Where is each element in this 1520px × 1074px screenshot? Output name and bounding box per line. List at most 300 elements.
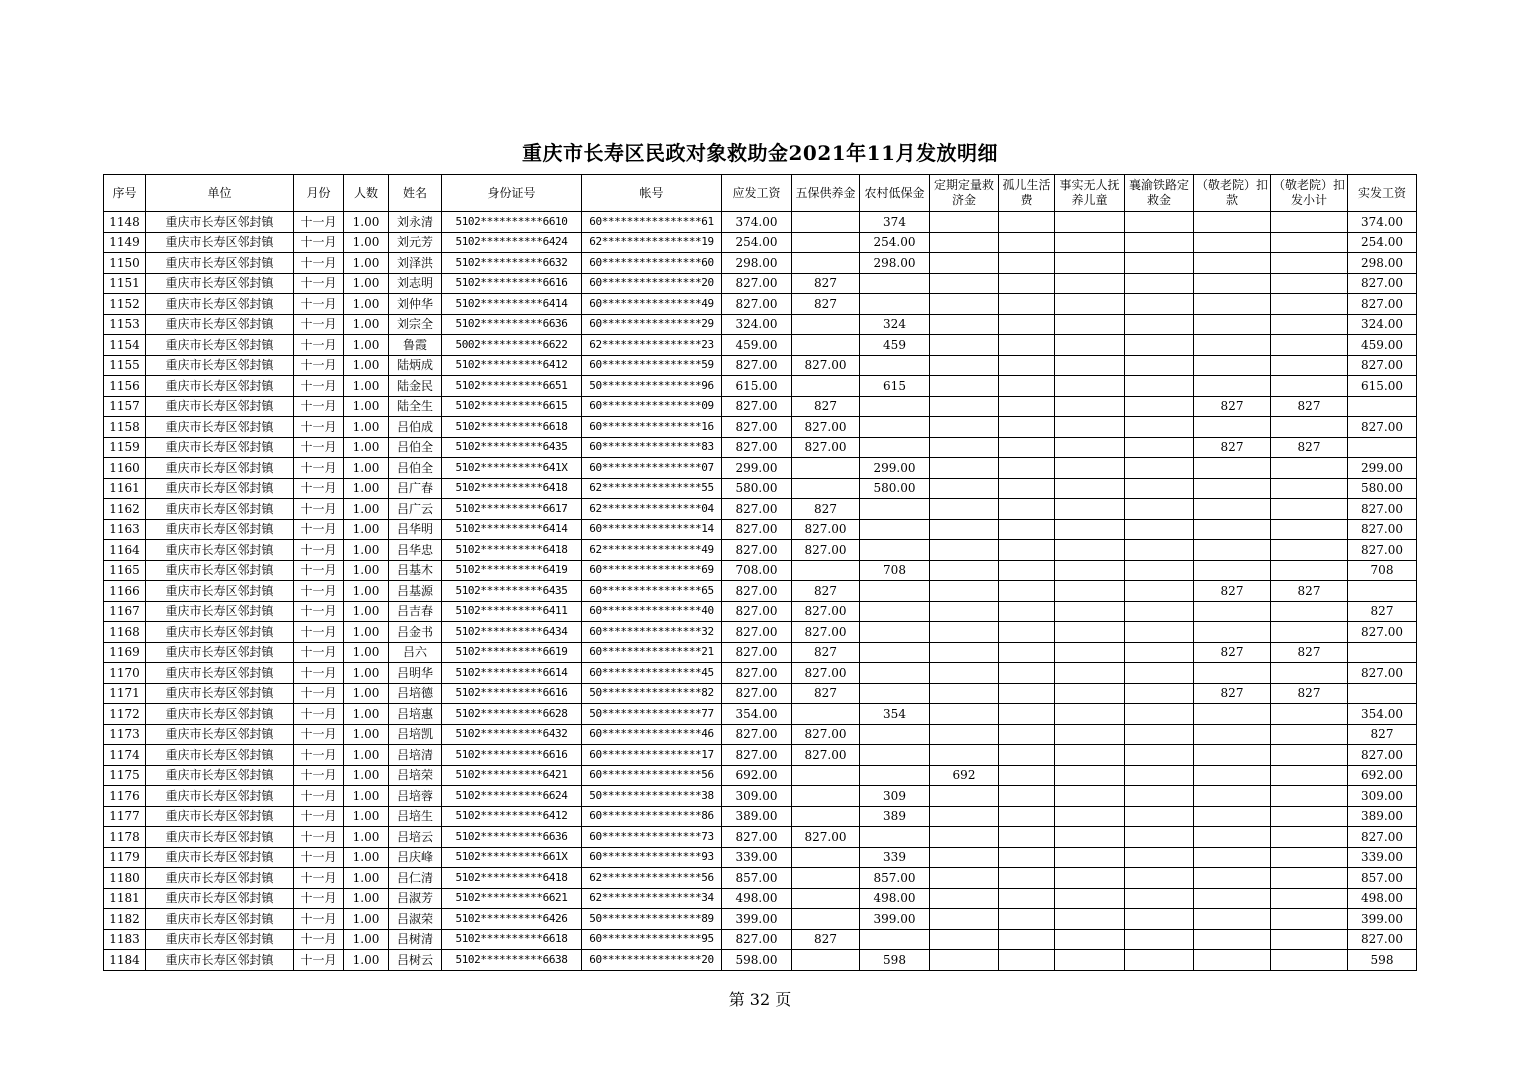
cell-name: 吕明华: [389, 663, 442, 684]
table-row: [104, 335, 1417, 356]
cell-dibao: 309: [860, 786, 930, 807]
cell-shishi: [1055, 704, 1125, 725]
cell-unit: 重庆市长寿区邻封镇: [146, 396, 294, 417]
cell-account: 60****************60: [582, 253, 722, 274]
cell-dingqi: [930, 417, 999, 438]
cell-shishi: [1055, 663, 1125, 684]
cell-actual: [1348, 581, 1417, 602]
cell-month: 十一月: [294, 519, 344, 540]
cell-dibao: [860, 929, 930, 950]
cell-dingqi: [930, 909, 999, 930]
cell-dingqi: [930, 273, 999, 294]
cell-actual: 827: [1348, 724, 1417, 745]
cell-seq: 1157: [104, 396, 146, 417]
page-number: 第 32 页: [728, 990, 792, 1009]
cell-month: 十一月: [294, 745, 344, 766]
cell-xiangyu: [1125, 314, 1194, 335]
cell-name: 吕树云: [389, 950, 442, 971]
cell-guer: [999, 458, 1055, 479]
cell-dibao: 299.00: [860, 458, 930, 479]
cell-jlyfx: [1271, 724, 1348, 745]
cell-dingqi: [930, 294, 999, 315]
cell-id: 5102**********6432: [442, 724, 582, 745]
cell-shishi: [1055, 622, 1125, 643]
cell-month: 十一月: [294, 622, 344, 643]
cell-wubao: [792, 765, 860, 786]
cell-name: 吕培德: [389, 683, 442, 704]
cell-actual: 354.00: [1348, 704, 1417, 725]
cell-month: 十一月: [294, 806, 344, 827]
cell-name: 吕培清: [389, 745, 442, 766]
cell-name: 刘志明: [389, 273, 442, 294]
cell-wubao: [792, 478, 860, 499]
table-row: [104, 683, 1417, 704]
cell-wubao: [792, 212, 860, 233]
cell-month: 十一月: [294, 909, 344, 930]
table-row: [104, 232, 1417, 253]
cell-xiangyu: [1125, 909, 1194, 930]
cell-seq: 1150: [104, 253, 146, 274]
cell-count: 1.00: [344, 929, 389, 950]
column-header-dibao: 农村低保金: [860, 175, 930, 212]
column-header-count: 人数: [344, 175, 389, 212]
cell-month: 十一月: [294, 765, 344, 786]
cell-dibao: [860, 601, 930, 622]
cell-dingqi: [930, 929, 999, 950]
cell-jlykk: [1194, 560, 1271, 581]
cell-xiangyu: [1125, 704, 1194, 725]
cell-shishi: [1055, 437, 1125, 458]
cell-account: 62****************55: [582, 478, 722, 499]
cell-dingqi: [930, 642, 999, 663]
cell-name: 吕伯成: [389, 417, 442, 438]
cell-account: 60****************40: [582, 601, 722, 622]
cell-jlyfx: [1271, 253, 1348, 274]
cell-account: 60****************95: [582, 929, 722, 950]
cell-id: 5102**********6424: [442, 232, 582, 253]
cell-unit: 重庆市长寿区邻封镇: [146, 581, 294, 602]
table-row: [104, 396, 1417, 417]
table-row: [104, 827, 1417, 848]
cell-guer: [999, 335, 1055, 356]
cell-actual: 827.00: [1348, 827, 1417, 848]
cell-xiangyu: [1125, 396, 1194, 417]
cell-xiangyu: [1125, 581, 1194, 602]
cell-id: 5102**********6418: [442, 868, 582, 889]
cell-unit: 重庆市长寿区邻封镇: [146, 622, 294, 643]
cell-account: 60****************65: [582, 581, 722, 602]
cell-xiangyu: [1125, 663, 1194, 684]
cell-jlykk: 827: [1194, 642, 1271, 663]
cell-name: 吕华忠: [389, 540, 442, 561]
cell-count: 1.00: [344, 868, 389, 889]
cell-dibao: [860, 581, 930, 602]
cell-jlyfx: [1271, 950, 1348, 971]
cell-wubao: 827.00: [792, 601, 860, 622]
table-row: [104, 765, 1417, 786]
cell-jlykk: [1194, 909, 1271, 930]
cell-jlyfx: [1271, 704, 1348, 725]
cell-unit: 重庆市长寿区邻封镇: [146, 232, 294, 253]
cell-count: 1.00: [344, 601, 389, 622]
cell-wubao: 827: [792, 929, 860, 950]
cell-due: 598.00: [722, 950, 792, 971]
cell-xiangyu: [1125, 232, 1194, 253]
cell-wubao: 827.00: [792, 355, 860, 376]
cell-jlyfx: [1271, 294, 1348, 315]
cell-dingqi: [930, 540, 999, 561]
cell-jlykk: [1194, 273, 1271, 294]
cell-guer: [999, 909, 1055, 930]
cell-seq: 1178: [104, 827, 146, 848]
cell-xiangyu: [1125, 950, 1194, 971]
cell-id: 5102**********661X: [442, 847, 582, 868]
table-row: [104, 499, 1417, 520]
cell-jlykk: [1194, 499, 1271, 520]
cell-count: 1.00: [344, 683, 389, 704]
cell-actual: 299.00: [1348, 458, 1417, 479]
cell-wubao: [792, 847, 860, 868]
table-row: [104, 642, 1417, 663]
cell-account: 60****************69: [582, 560, 722, 581]
cell-guer: [999, 314, 1055, 335]
cell-name: 陆炳成: [389, 355, 442, 376]
cell-shishi: [1055, 376, 1125, 397]
cell-seq: 1172: [104, 704, 146, 725]
cell-count: 1.00: [344, 335, 389, 356]
cell-id: 5102**********6638: [442, 950, 582, 971]
cell-shishi: [1055, 314, 1125, 335]
cell-guer: [999, 765, 1055, 786]
cell-seq: 1168: [104, 622, 146, 643]
cell-dibao: 708: [860, 560, 930, 581]
cell-dibao: [860, 355, 930, 376]
cell-unit: 重庆市长寿区邻封镇: [146, 765, 294, 786]
cell-id: 5102**********6414: [442, 519, 582, 540]
cell-jlyfx: [1271, 273, 1348, 294]
cell-account: 60****************46: [582, 724, 722, 745]
table-row: [104, 314, 1417, 335]
cell-unit: 重庆市长寿区邻封镇: [146, 724, 294, 745]
cell-id: 5102**********6435: [442, 437, 582, 458]
cell-dingqi: [930, 950, 999, 971]
cell-jlykk: [1194, 888, 1271, 909]
cell-dingqi: [930, 745, 999, 766]
cell-actual: 827.00: [1348, 499, 1417, 520]
cell-dingqi: [930, 499, 999, 520]
cell-count: 1.00: [344, 581, 389, 602]
cell-id: 5102**********6411: [442, 601, 582, 622]
cell-wubao: 827: [792, 683, 860, 704]
cell-xiangyu: [1125, 827, 1194, 848]
cell-wubao: [792, 253, 860, 274]
cell-name: 陆金民: [389, 376, 442, 397]
cell-jlyfx: [1271, 786, 1348, 807]
cell-guer: [999, 642, 1055, 663]
cell-dibao: 339: [860, 847, 930, 868]
cell-account: 60****************20: [582, 273, 722, 294]
cell-due: 827.00: [722, 499, 792, 520]
cell-month: 十一月: [294, 273, 344, 294]
cell-count: 1.00: [344, 417, 389, 438]
cell-dingqi: [930, 888, 999, 909]
cell-wubao: [792, 314, 860, 335]
cell-count: 1.00: [344, 663, 389, 684]
cell-account: 50****************77: [582, 704, 722, 725]
cell-xiangyu: [1125, 888, 1194, 909]
cell-count: 1.00: [344, 437, 389, 458]
cell-jlyfx: [1271, 417, 1348, 438]
cell-shishi: [1055, 929, 1125, 950]
table-row: [104, 273, 1417, 294]
cell-dibao: [860, 499, 930, 520]
cell-unit: 重庆市长寿区邻封镇: [146, 950, 294, 971]
cell-jlyfx: [1271, 335, 1348, 356]
cell-jlykk: 827: [1194, 581, 1271, 602]
cell-seq: 1166: [104, 581, 146, 602]
cell-xiangyu: [1125, 437, 1194, 458]
table-row: [104, 724, 1417, 745]
cell-xiangyu: [1125, 499, 1194, 520]
cell-jlyfx: [1271, 232, 1348, 253]
cell-name: 吕华明: [389, 519, 442, 540]
cell-account: 60****************29: [582, 314, 722, 335]
cell-wubao: [792, 786, 860, 807]
cell-actual: 827.00: [1348, 355, 1417, 376]
table-row: [104, 663, 1417, 684]
cell-shishi: [1055, 253, 1125, 274]
cell-unit: 重庆市长寿区邻封镇: [146, 888, 294, 909]
cell-seq: 1148: [104, 212, 146, 233]
table-row: [104, 704, 1417, 725]
cell-name: 吕培蓉: [389, 786, 442, 807]
cell-seq: 1165: [104, 560, 146, 581]
cell-count: 1.00: [344, 560, 389, 581]
cell-shishi: [1055, 458, 1125, 479]
cell-due: 339.00: [722, 847, 792, 868]
cell-dingqi: [930, 806, 999, 827]
cell-jlykk: [1194, 827, 1271, 848]
cell-shishi: [1055, 396, 1125, 417]
cell-month: 十一月: [294, 683, 344, 704]
cell-month: 十一月: [294, 950, 344, 971]
cell-dibao: 598: [860, 950, 930, 971]
cell-count: 1.00: [344, 622, 389, 643]
cell-dibao: 298.00: [860, 253, 930, 274]
cell-due: 309.00: [722, 786, 792, 807]
cell-id: 5102**********6619: [442, 642, 582, 663]
cell-count: 1.00: [344, 765, 389, 786]
cell-count: 1.00: [344, 909, 389, 930]
cell-seq: 1183: [104, 929, 146, 950]
cell-id: 5102**********6419: [442, 560, 582, 581]
cell-actual: 309.00: [1348, 786, 1417, 807]
cell-dibao: [860, 396, 930, 417]
cell-due: 692.00: [722, 765, 792, 786]
cell-due: 298.00: [722, 253, 792, 274]
cell-due: 827.00: [722, 581, 792, 602]
cell-name: 刘仲华: [389, 294, 442, 315]
cell-xiangyu: [1125, 622, 1194, 643]
cell-jlykk: [1194, 786, 1271, 807]
cell-unit: 重庆市长寿区邻封镇: [146, 601, 294, 622]
cell-count: 1.00: [344, 806, 389, 827]
cell-unit: 重庆市长寿区邻封镇: [146, 499, 294, 520]
cell-seq: 1151: [104, 273, 146, 294]
cell-name: 吕培凯: [389, 724, 442, 745]
cell-seq: 1156: [104, 376, 146, 397]
cell-jlykk: [1194, 663, 1271, 684]
cell-account: 60****************17: [582, 745, 722, 766]
cell-jlyfx: [1271, 827, 1348, 848]
cell-unit: 重庆市长寿区邻封镇: [146, 560, 294, 581]
cell-jlyfx: [1271, 622, 1348, 643]
cell-dingqi: [930, 519, 999, 540]
cell-dingqi: [930, 847, 999, 868]
column-header-id: 身份证号: [442, 175, 582, 212]
cell-name: 刘永清: [389, 212, 442, 233]
cell-guer: [999, 888, 1055, 909]
column-header-due: 应发工资: [722, 175, 792, 212]
cell-shishi: [1055, 827, 1125, 848]
cell-actual: [1348, 396, 1417, 417]
cell-wubao: 827: [792, 396, 860, 417]
cell-guer: [999, 478, 1055, 499]
cell-seq: 1167: [104, 601, 146, 622]
cell-seq: 1171: [104, 683, 146, 704]
cell-jlykk: 827: [1194, 396, 1271, 417]
cell-seq: 1158: [104, 417, 146, 438]
cell-due: 827.00: [722, 827, 792, 848]
cell-month: 十一月: [294, 232, 344, 253]
cell-xiangyu: [1125, 540, 1194, 561]
cell-name: 吕培荣: [389, 765, 442, 786]
cell-count: 1.00: [344, 294, 389, 315]
cell-month: 十一月: [294, 847, 344, 868]
cell-xiangyu: [1125, 847, 1194, 868]
cell-wubao: [792, 806, 860, 827]
cell-seq: 1153: [104, 314, 146, 335]
cell-dingqi: [930, 622, 999, 643]
cell-count: 1.00: [344, 253, 389, 274]
cell-id: 5102**********6618: [442, 929, 582, 950]
cell-guer: [999, 622, 1055, 643]
cell-dingqi: [930, 478, 999, 499]
cell-count: 1.00: [344, 704, 389, 725]
cell-guer: [999, 437, 1055, 458]
cell-jlykk: [1194, 355, 1271, 376]
cell-actual: [1348, 642, 1417, 663]
cell-dibao: [860, 724, 930, 745]
cell-dingqi: [930, 581, 999, 602]
cell-month: 十一月: [294, 417, 344, 438]
cell-account: 60****************45: [582, 663, 722, 684]
cell-account: 50****************38: [582, 786, 722, 807]
cell-shishi: [1055, 888, 1125, 909]
cell-due: 827.00: [722, 355, 792, 376]
cell-jlyfx: 827: [1271, 396, 1348, 417]
cell-actual: 827.00: [1348, 294, 1417, 315]
column-header-actual: 实发工资: [1348, 175, 1417, 212]
column-header-guer: 孤儿生活费: [999, 175, 1055, 212]
table-body: [104, 212, 1417, 971]
cell-jlykk: [1194, 868, 1271, 889]
cell-account: 60****************32: [582, 622, 722, 643]
cell-dingqi: [930, 560, 999, 581]
cell-guer: [999, 601, 1055, 622]
cell-id: 5102**********6412: [442, 806, 582, 827]
cell-dibao: [860, 622, 930, 643]
cell-dibao: [860, 437, 930, 458]
cell-jlyfx: [1271, 478, 1348, 499]
cell-account: 60****************59: [582, 355, 722, 376]
cell-dingqi: [930, 314, 999, 335]
cell-wubao: 827: [792, 294, 860, 315]
cell-id: 5102**********6418: [442, 540, 582, 561]
cell-shishi: [1055, 642, 1125, 663]
cell-unit: 重庆市长寿区邻封镇: [146, 417, 294, 438]
cell-unit: 重庆市长寿区邻封镇: [146, 683, 294, 704]
cell-guer: [999, 581, 1055, 602]
cell-jlyfx: 827: [1271, 437, 1348, 458]
cell-guer: [999, 294, 1055, 315]
cell-name: 吕淑荣: [389, 909, 442, 930]
cell-month: 十一月: [294, 540, 344, 561]
cell-due: 827.00: [722, 642, 792, 663]
cell-dibao: [860, 519, 930, 540]
cell-jlyfx: [1271, 560, 1348, 581]
cell-id: 5102**********6412: [442, 355, 582, 376]
cell-guer: [999, 540, 1055, 561]
cell-xiangyu: [1125, 253, 1194, 274]
cell-dibao: 374: [860, 212, 930, 233]
cell-unit: 重庆市长寿区邻封镇: [146, 929, 294, 950]
cell-month: 十一月: [294, 888, 344, 909]
cell-count: 1.00: [344, 724, 389, 745]
cell-seq: 1160: [104, 458, 146, 479]
cell-name: 吕淑芳: [389, 888, 442, 909]
cell-actual: 580.00: [1348, 478, 1417, 499]
cell-shishi: [1055, 417, 1125, 438]
column-header-jlykk: （敬老院）扣款: [1194, 175, 1271, 212]
cell-id: 5102**********6636: [442, 314, 582, 335]
cell-unit: 重庆市长寿区邻封镇: [146, 827, 294, 848]
cell-count: 1.00: [344, 376, 389, 397]
cell-month: 十一月: [294, 581, 344, 602]
cell-due: 374.00: [722, 212, 792, 233]
cell-count: 1.00: [344, 478, 389, 499]
cell-dibao: 459: [860, 335, 930, 356]
cell-name: 吕培惠: [389, 704, 442, 725]
cell-jlykk: [1194, 253, 1271, 274]
cell-dibao: [860, 273, 930, 294]
cell-dibao: 389: [860, 806, 930, 827]
cell-jlykk: [1194, 212, 1271, 233]
cell-shishi: [1055, 724, 1125, 745]
table-row: [104, 540, 1417, 561]
cell-shishi: [1055, 950, 1125, 971]
table-row: [104, 478, 1417, 499]
cell-guer: [999, 560, 1055, 581]
cell-xiangyu: [1125, 929, 1194, 950]
cell-xiangyu: [1125, 560, 1194, 581]
cell-xiangyu: [1125, 786, 1194, 807]
cell-count: 1.00: [344, 499, 389, 520]
cell-month: 十一月: [294, 786, 344, 807]
table-row: [104, 212, 1417, 233]
column-header-xiangyu: 襄渝铁路定救金: [1125, 175, 1194, 212]
cell-account: 62****************34: [582, 888, 722, 909]
